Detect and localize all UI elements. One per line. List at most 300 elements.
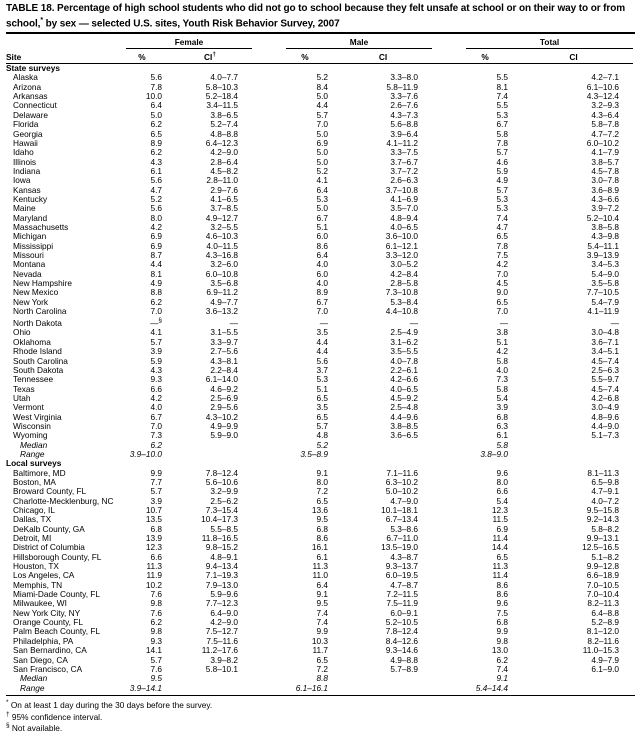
female-ci-cell: 3.2–9.9 bbox=[210, 486, 238, 497]
male-ci-cell: 4.0–7.8 bbox=[390, 355, 419, 366]
female-pct-cell: 7.7 bbox=[150, 476, 162, 487]
female-ci-cell: 4.1–6.5 bbox=[210, 193, 238, 204]
total-pct-cell: 7.5 bbox=[496, 607, 509, 618]
column-gap bbox=[252, 646, 286, 655]
site-cell: San Francisco, CA bbox=[13, 663, 83, 674]
male-pct-cell: 3.5 bbox=[316, 327, 328, 338]
male-pct-cell: 6.5 bbox=[316, 411, 328, 422]
column-gap bbox=[252, 232, 286, 241]
site-cell: Illinois bbox=[13, 156, 37, 167]
total-ci-cell: 4.9–7.9 bbox=[591, 654, 620, 665]
total-pct-cell: 3.8 bbox=[496, 327, 509, 338]
total-pct-cell: 3.9 bbox=[496, 402, 509, 413]
female-pct-cell: 9.8 bbox=[150, 626, 162, 637]
site-cell: New Mexico bbox=[13, 287, 59, 298]
site-cell: South Carolina bbox=[13, 355, 68, 366]
column-gap bbox=[252, 450, 286, 459]
site-cell: Detroit, MI bbox=[13, 533, 52, 544]
female-ci-cell: 2.8–11.0 bbox=[206, 175, 238, 186]
footnote: § Not available. bbox=[6, 722, 63, 733]
total-pct-cell: 6.2 bbox=[496, 654, 509, 665]
female-pct-cell: 8.8 bbox=[150, 287, 162, 298]
total-pct-cell: 7.0 bbox=[496, 306, 509, 317]
male-ci-cell: 4.1–11.2 bbox=[386, 137, 419, 148]
female-ci-cell: 6.4–12.3 bbox=[205, 137, 238, 148]
female-group-header: Female bbox=[126, 37, 252, 49]
total-ci-cell: 4.1–11.9 bbox=[587, 306, 620, 317]
male-pct-cell: 5.7 bbox=[316, 109, 328, 120]
female-ci-cell: 5.8–10.1 bbox=[205, 663, 238, 674]
female-pct-cell: 4.3 bbox=[150, 364, 162, 375]
female-ci-cell: 5.9–9.6 bbox=[210, 589, 238, 600]
female-pct-cell: 4.9 bbox=[150, 278, 162, 288]
column-gap bbox=[432, 357, 466, 366]
female-pct-cell: 5.6 bbox=[150, 203, 162, 214]
male-pct-cell: 6.7 bbox=[316, 212, 328, 223]
column-gap bbox=[432, 214, 466, 223]
total-ci-cell: 4.5–7.4 bbox=[591, 383, 620, 394]
total-pct-cell: 6.1 bbox=[496, 430, 509, 441]
female-ci-cell: 3.2–6.0 bbox=[210, 259, 238, 270]
total-ci-cell: 5.5–9.7 bbox=[591, 374, 620, 385]
total-ci-cell: 4.2–7.1 bbox=[591, 72, 620, 83]
female-ci-cell: 5.5–8.5 bbox=[210, 523, 238, 534]
column-gap bbox=[432, 223, 466, 232]
male-pct-cell: 11.0 bbox=[312, 570, 328, 581]
header-spacer bbox=[432, 37, 466, 49]
female-pct-cell: 6.2 bbox=[150, 439, 162, 450]
total-ci-cell: 6.5–9.8 bbox=[591, 476, 620, 487]
site-cell: Milwaukee, WI bbox=[13, 598, 67, 609]
total-ci-cell: 5.1–7.3 bbox=[591, 430, 620, 441]
total-ci-cell: 3.0–4.8 bbox=[591, 327, 620, 338]
site-cell: Rhode Island bbox=[13, 346, 62, 357]
total-pct-header: % bbox=[466, 49, 522, 64]
female-ci-cell: 4.3–8.1 bbox=[210, 355, 238, 366]
female-pct-cell: 5.6 bbox=[150, 175, 162, 186]
column-gap bbox=[432, 73, 466, 82]
column-gap bbox=[252, 599, 286, 608]
column-gap bbox=[252, 366, 286, 375]
male-pct-cell: 3.5 bbox=[316, 402, 328, 413]
male-pct-cell: 3.5–8.9 bbox=[300, 448, 328, 459]
column-gap bbox=[432, 111, 466, 120]
male-ci-cell: 9.3–13.7 bbox=[385, 561, 419, 572]
column-gap bbox=[252, 357, 286, 366]
male-pct-cell: 6.4 bbox=[316, 184, 328, 195]
female-ci-cell: 6.0–10.8 bbox=[205, 268, 238, 279]
column-gap bbox=[432, 394, 466, 403]
female-pct-cell: 3.9–10.0 bbox=[129, 448, 162, 459]
column-gap bbox=[252, 83, 286, 92]
column-gap bbox=[432, 195, 466, 204]
male-pct-cell: 10.3 bbox=[311, 635, 328, 646]
total-ci-cell: 6.1–9.0 bbox=[591, 663, 620, 674]
female-pct-cell: 11.3 bbox=[146, 561, 162, 572]
site-cell: Michigan bbox=[13, 231, 47, 242]
column-gap bbox=[432, 581, 466, 590]
column-gap bbox=[252, 403, 286, 412]
column-gap bbox=[432, 618, 466, 627]
total-pct-cell: 9.1 bbox=[496, 673, 509, 684]
male-ci-cell: 9.3–14.6 bbox=[385, 645, 419, 656]
site-cell: San Bernardino, CA bbox=[13, 645, 87, 656]
site-cell: Ohio bbox=[13, 327, 31, 338]
male-pct-cell: 5.3 bbox=[316, 374, 328, 385]
column-gap bbox=[432, 441, 466, 450]
column-gap bbox=[252, 101, 286, 110]
total-ci-cell: 12.5–16.5 bbox=[582, 542, 620, 553]
male-pct-cell: 5.3 bbox=[316, 193, 328, 204]
female-pct-cell: 6.8 bbox=[150, 523, 162, 534]
column-gap bbox=[432, 307, 466, 316]
female-ci-cell: 2.9–5.6 bbox=[210, 402, 238, 413]
site-cell: Palm Beach County, FL bbox=[13, 626, 101, 637]
female-ci-cell: 7.5–11.6 bbox=[206, 635, 238, 646]
male-ci-cell: 3.9–6.4 bbox=[390, 128, 419, 139]
column-gap bbox=[432, 571, 466, 580]
column-gap bbox=[432, 487, 466, 496]
female-ci-cell: — bbox=[229, 318, 238, 329]
female-pct-cell: 7.6 bbox=[150, 607, 162, 618]
male-ci-cell: 4.2–8.4 bbox=[390, 268, 419, 279]
data-table bbox=[6, 37, 633, 693]
total-ci-cell: 4.3–6.6 bbox=[591, 193, 620, 204]
male-ci-cell: 2.5–4.9 bbox=[390, 327, 419, 338]
site-cell: Indiana bbox=[13, 165, 41, 176]
male-ci-cell: 4.5–9.2 bbox=[390, 392, 419, 403]
total-ci-cell: 9.5–15.8 bbox=[586, 505, 620, 516]
female-ci-cell: 2.5–6.2 bbox=[210, 495, 238, 506]
female-ci-cell: 5.2–7.4 bbox=[210, 119, 238, 130]
male-ci-cell: 7.8–12.4 bbox=[385, 626, 419, 637]
header-spacer bbox=[432, 49, 466, 64]
female-pct-cell: 5.7 bbox=[150, 654, 162, 665]
female-ci-cell: 4.6–10.3 bbox=[205, 231, 238, 242]
female-pct-cell: 6.1 bbox=[150, 165, 162, 176]
site-cell: Boston, MA bbox=[13, 476, 56, 487]
column-gap bbox=[432, 270, 466, 279]
column-gap bbox=[432, 665, 466, 674]
female-ci-cell: 2.5–6.9 bbox=[210, 392, 238, 403]
male-pct-cell: 9.1 bbox=[316, 589, 328, 600]
total-ci-cell: 7.0–10.5 bbox=[586, 579, 620, 590]
male-pct-cell: 5.6 bbox=[316, 355, 328, 366]
column-gap bbox=[252, 581, 286, 590]
male-ci-cell: 3.3–7.6 bbox=[390, 91, 419, 102]
male-pct-cell: 8.6 bbox=[316, 533, 328, 544]
male-ci-cell: 3.7–6.7 bbox=[390, 156, 419, 167]
female-ci-cell bbox=[176, 684, 252, 693]
total-ci-cell bbox=[522, 684, 633, 693]
total-ci-cell bbox=[522, 674, 633, 683]
column-gap bbox=[252, 242, 286, 251]
female-pct-cell: 8.0 bbox=[150, 212, 162, 223]
total-pct-cell: 5.4 bbox=[496, 495, 509, 506]
site-cell: Houston, TX bbox=[13, 561, 59, 572]
column-gap bbox=[432, 83, 466, 92]
site-cell: Philadelphia, PA bbox=[13, 635, 74, 646]
male-pct-cell: 8.8 bbox=[316, 673, 328, 684]
male-pct-cell: 9.1 bbox=[316, 467, 328, 478]
total-ci-cell: 11.0–15.3 bbox=[582, 645, 620, 656]
site-cell: North Carolina bbox=[13, 306, 67, 317]
site-cell: San Diego, CA bbox=[13, 654, 68, 665]
total-pct-cell: 3.8–9.0 bbox=[480, 448, 509, 459]
total-ci-cell: 7.0–10.4 bbox=[586, 589, 620, 600]
female-pct-cell: 13.5 bbox=[145, 514, 162, 525]
total-pct-cell: 11.3 bbox=[492, 561, 509, 572]
site-cell: Hillsborough County, FL bbox=[13, 551, 102, 562]
female-ci-cell: 4.2–9.0 bbox=[210, 147, 238, 158]
total-pct-cell: 6.7 bbox=[496, 119, 509, 130]
column-gap bbox=[432, 232, 466, 241]
total-pct-cell: 9.9 bbox=[496, 626, 509, 637]
site-cell: Oklahoma bbox=[13, 336, 51, 347]
column-gap bbox=[252, 543, 286, 552]
total-ci-cell: 6.1–10.6 bbox=[586, 81, 620, 92]
female-pct-cell: 3.9 bbox=[150, 346, 162, 357]
column-gap bbox=[252, 656, 286, 665]
female-ci-cell: 4.9–7.7 bbox=[210, 296, 238, 307]
column-gap bbox=[432, 656, 466, 665]
female-ci-header: CI† bbox=[176, 49, 252, 64]
male-ci-cell: 3.7–10.8 bbox=[385, 184, 419, 195]
total-ci-cell: 6.0–10.2 bbox=[586, 137, 620, 148]
total-ci-cell: 4.1–7.9 bbox=[591, 147, 620, 158]
column-gap bbox=[252, 553, 286, 562]
total-ci-cell: 3.5–5.8 bbox=[591, 278, 620, 288]
site-cell: Vermont bbox=[13, 402, 44, 413]
total-ci-cell: 4.3–12.4 bbox=[586, 91, 620, 102]
male-pct-cell: 4.1 bbox=[316, 175, 328, 186]
column-gap bbox=[432, 260, 466, 269]
column-gap bbox=[432, 674, 466, 683]
total-ci-cell: 6.6–18.9 bbox=[586, 570, 620, 581]
female-pct-cell: 4.1 bbox=[150, 327, 162, 338]
total-ci-cell: 5.4–11.1 bbox=[587, 240, 620, 251]
female-ci-cell: 4.2–9.0 bbox=[210, 617, 238, 628]
male-pct-header: % bbox=[286, 49, 342, 64]
column-gap bbox=[432, 515, 466, 524]
column-gap bbox=[252, 130, 286, 139]
total-ci-cell: 3.9–7.2 bbox=[591, 203, 620, 214]
male-ci-cell bbox=[342, 450, 432, 459]
female-ci-cell: 4.9–9.9 bbox=[210, 420, 238, 431]
site-cell: North Dakota bbox=[13, 318, 62, 329]
female-pct-cell: 8.9 bbox=[150, 137, 162, 148]
male-ci-cell: 2.8–5.8 bbox=[390, 278, 419, 288]
column-gap bbox=[432, 328, 466, 337]
male-ci-cell: 4.7–9.0 bbox=[390, 495, 419, 506]
table-body bbox=[6, 64, 633, 693]
site-cell: Kentucky bbox=[13, 193, 48, 204]
male-ci-cell: 5.0–10.2 bbox=[385, 486, 419, 497]
male-pct-cell: 8.6 bbox=[316, 240, 328, 251]
column-gap bbox=[252, 385, 286, 394]
total-pct-cell: 5.7 bbox=[496, 184, 509, 195]
median-label: Median bbox=[20, 673, 48, 684]
column-gap bbox=[252, 562, 286, 571]
header-spacer bbox=[252, 49, 286, 64]
column-gap bbox=[252, 674, 286, 683]
table-title: TABLE 18. Percentage of high school students who did not go to school because they felt unsafe at school or on their way to or from school,* by sex — selected U.S. sites, Youth Risk Behavior Survey, 2007 bbox=[6, 3, 626, 30]
total-pct-cell: 12.3 bbox=[491, 505, 509, 516]
total-ci-cell: 4.2–6.8 bbox=[591, 392, 620, 403]
column-gap bbox=[252, 506, 286, 515]
total-ci-cell: 5.2–8.9 bbox=[591, 617, 620, 628]
total-ci-cell: 4.5–7.4 bbox=[591, 355, 620, 366]
total-pct-cell: 6.3 bbox=[496, 420, 509, 431]
total-ci-cell: 8.1–12.0 bbox=[586, 626, 620, 637]
column-gap bbox=[432, 347, 466, 356]
column-gap bbox=[432, 684, 466, 693]
total-pct-cell: 9.8 bbox=[496, 635, 509, 646]
total-ci-cell: 3.0–7.8 bbox=[591, 175, 620, 186]
female-ci-cell: 7.9–13.0 bbox=[205, 579, 238, 590]
female-pct-cell: 5.7 bbox=[150, 336, 162, 347]
total-pct-cell: 6.8 bbox=[496, 411, 509, 422]
column-gap bbox=[252, 270, 286, 279]
female-pct-cell: 7.0 bbox=[150, 306, 162, 317]
male-pct-cell: 6.9 bbox=[316, 137, 328, 148]
male-ci-cell: 6.7–13.4 bbox=[385, 514, 419, 525]
female-pct-cell: —§ bbox=[150, 317, 162, 329]
total-pct-cell: 7.8 bbox=[496, 240, 509, 251]
total-pct-cell: 5.4 bbox=[496, 392, 509, 403]
total-ci-cell: 5.4–9.0 bbox=[591, 268, 620, 279]
column-gap bbox=[252, 487, 286, 496]
total-pct-cell: 7.5 bbox=[496, 249, 509, 260]
male-ci-cell: 3.7–7.2 bbox=[390, 165, 419, 176]
female-ci-cell: 3.7–8.5 bbox=[210, 203, 238, 214]
column-header-row bbox=[6, 49, 633, 64]
total-ci-cell: 3.4–5.1 bbox=[591, 346, 620, 357]
male-pct-cell: — bbox=[319, 318, 328, 329]
column-gap bbox=[432, 627, 466, 636]
female-pct-cell: 6.9 bbox=[150, 240, 162, 251]
site-cell: Nevada bbox=[13, 268, 42, 279]
total-pct-cell: 4.0 bbox=[496, 364, 509, 375]
column-gap bbox=[252, 223, 286, 232]
column-gap bbox=[252, 665, 286, 674]
column-gap bbox=[252, 609, 286, 618]
female-ci-cell: 4.3–10.2 bbox=[205, 411, 238, 422]
total-ci-cell: 9.9–12.8 bbox=[586, 561, 620, 572]
column-gap bbox=[252, 627, 286, 636]
total-ci-cell: 5.2–10.4 bbox=[586, 212, 620, 223]
total-pct-cell: 11.4 bbox=[492, 570, 509, 581]
total-pct-cell: 7.8 bbox=[496, 137, 509, 148]
site-cell: Iowa bbox=[13, 175, 31, 186]
male-pct-cell: 6.5 bbox=[316, 495, 328, 506]
column-gap bbox=[252, 534, 286, 543]
female-ci-cell: 7.5–12.7 bbox=[205, 626, 238, 637]
female-pct-cell: 9.8 bbox=[150, 598, 162, 609]
female-ci-cell: 5.9–9.0 bbox=[210, 430, 238, 441]
female-ci-cell: 10.4–17.3 bbox=[201, 514, 238, 525]
site-cell: Dallas, TX bbox=[13, 514, 52, 525]
footnote-marker: † bbox=[6, 710, 10, 718]
male-ci-cell: 2.6–6.3 bbox=[390, 175, 419, 186]
site-cell: Baltimore, MD bbox=[13, 467, 66, 478]
total-ci-cell: 2.5–6.3 bbox=[591, 364, 620, 375]
section-label: Local surveys bbox=[6, 458, 62, 469]
male-ci-cell: 4.3–8.7 bbox=[390, 551, 419, 562]
male-pct-cell: 9.9 bbox=[316, 626, 328, 637]
male-ci-cell: 6.1–12.1 bbox=[385, 240, 419, 251]
site-cell: Texas bbox=[13, 383, 35, 394]
column-gap bbox=[252, 176, 286, 185]
column-gap bbox=[432, 553, 466, 562]
total-ci-header: CI bbox=[522, 49, 633, 64]
site-cell: Memphis, TN bbox=[13, 579, 63, 590]
column-gap bbox=[252, 307, 286, 316]
total-pct-cell: 9.6 bbox=[496, 598, 509, 609]
female-ci-cell bbox=[176, 450, 252, 459]
total-ci-cell: 3.8–5.7 bbox=[591, 156, 620, 167]
female-ci-cell: 5.8–10.3 bbox=[205, 81, 238, 92]
female-ci-cell: 5.6–10.6 bbox=[205, 476, 238, 487]
column-gap bbox=[432, 130, 466, 139]
male-ci-cell: 3.3–12.0 bbox=[385, 249, 419, 260]
site-cell: Connecticut bbox=[13, 100, 57, 111]
site-cell: Utah bbox=[13, 392, 31, 403]
male-pct-cell: 4.0 bbox=[316, 259, 328, 270]
site-cell: Miami-Dade County, FL bbox=[13, 589, 100, 600]
female-ci-cell bbox=[176, 441, 252, 450]
male-ci-cell: 13.5–19.0 bbox=[381, 542, 419, 553]
site-cell: Idaho bbox=[13, 147, 34, 158]
male-ci-cell: 7.2–11.5 bbox=[386, 589, 419, 600]
total-ci-cell: 3.8–5.8 bbox=[591, 221, 620, 232]
total-pct-cell: 4.6 bbox=[496, 156, 509, 167]
column-gap bbox=[252, 316, 286, 328]
column-gap bbox=[252, 497, 286, 506]
total-pct-cell: 5.1 bbox=[496, 336, 509, 347]
total-pct-cell: 7.4 bbox=[496, 663, 509, 674]
female-pct-cell: 4.2 bbox=[150, 392, 162, 403]
male-ci-cell: 8.4–12.6 bbox=[385, 635, 419, 646]
total-ci-cell: 4.0–7.2 bbox=[591, 495, 620, 506]
female-pct-cell: 8.7 bbox=[150, 249, 162, 260]
female-ci-cell: 4.9–12.7 bbox=[205, 212, 238, 223]
male-pct-cell: 4.4 bbox=[316, 346, 328, 357]
male-ci-cell: 4.4–9.6 bbox=[390, 411, 419, 422]
female-pct-cell: 5.6 bbox=[150, 72, 162, 83]
total-pct-cell: 5.8 bbox=[496, 355, 509, 366]
female-pct-cell: 7.8 bbox=[150, 81, 162, 92]
female-pct-cell: 6.6 bbox=[150, 551, 162, 562]
total-ci-cell: 3.6–7.1 bbox=[591, 336, 620, 347]
female-pct-cell: 5.2 bbox=[150, 193, 162, 204]
female-pct-cell: 8.1 bbox=[150, 268, 162, 279]
male-pct-cell: 6.1 bbox=[316, 551, 328, 562]
column-gap bbox=[432, 385, 466, 394]
total-pct-cell: 5.3 bbox=[496, 203, 509, 214]
female-ci-cell: 4.5–8.2 bbox=[210, 165, 238, 176]
female-pct-cell: 6.5 bbox=[150, 128, 162, 139]
female-ci-cell: 2.2–8.4 bbox=[210, 364, 238, 375]
column-gap bbox=[252, 413, 286, 422]
male-pct-cell: 6.4 bbox=[316, 249, 328, 260]
column-gap bbox=[432, 534, 466, 543]
male-pct-cell: 5.0 bbox=[316, 203, 328, 214]
total-ci-cell: 4.4–9.0 bbox=[591, 420, 620, 431]
total-pct-cell: 5.8 bbox=[496, 439, 509, 450]
male-ci-header: CI bbox=[342, 49, 432, 64]
male-pct-cell: 5.1 bbox=[316, 221, 328, 232]
